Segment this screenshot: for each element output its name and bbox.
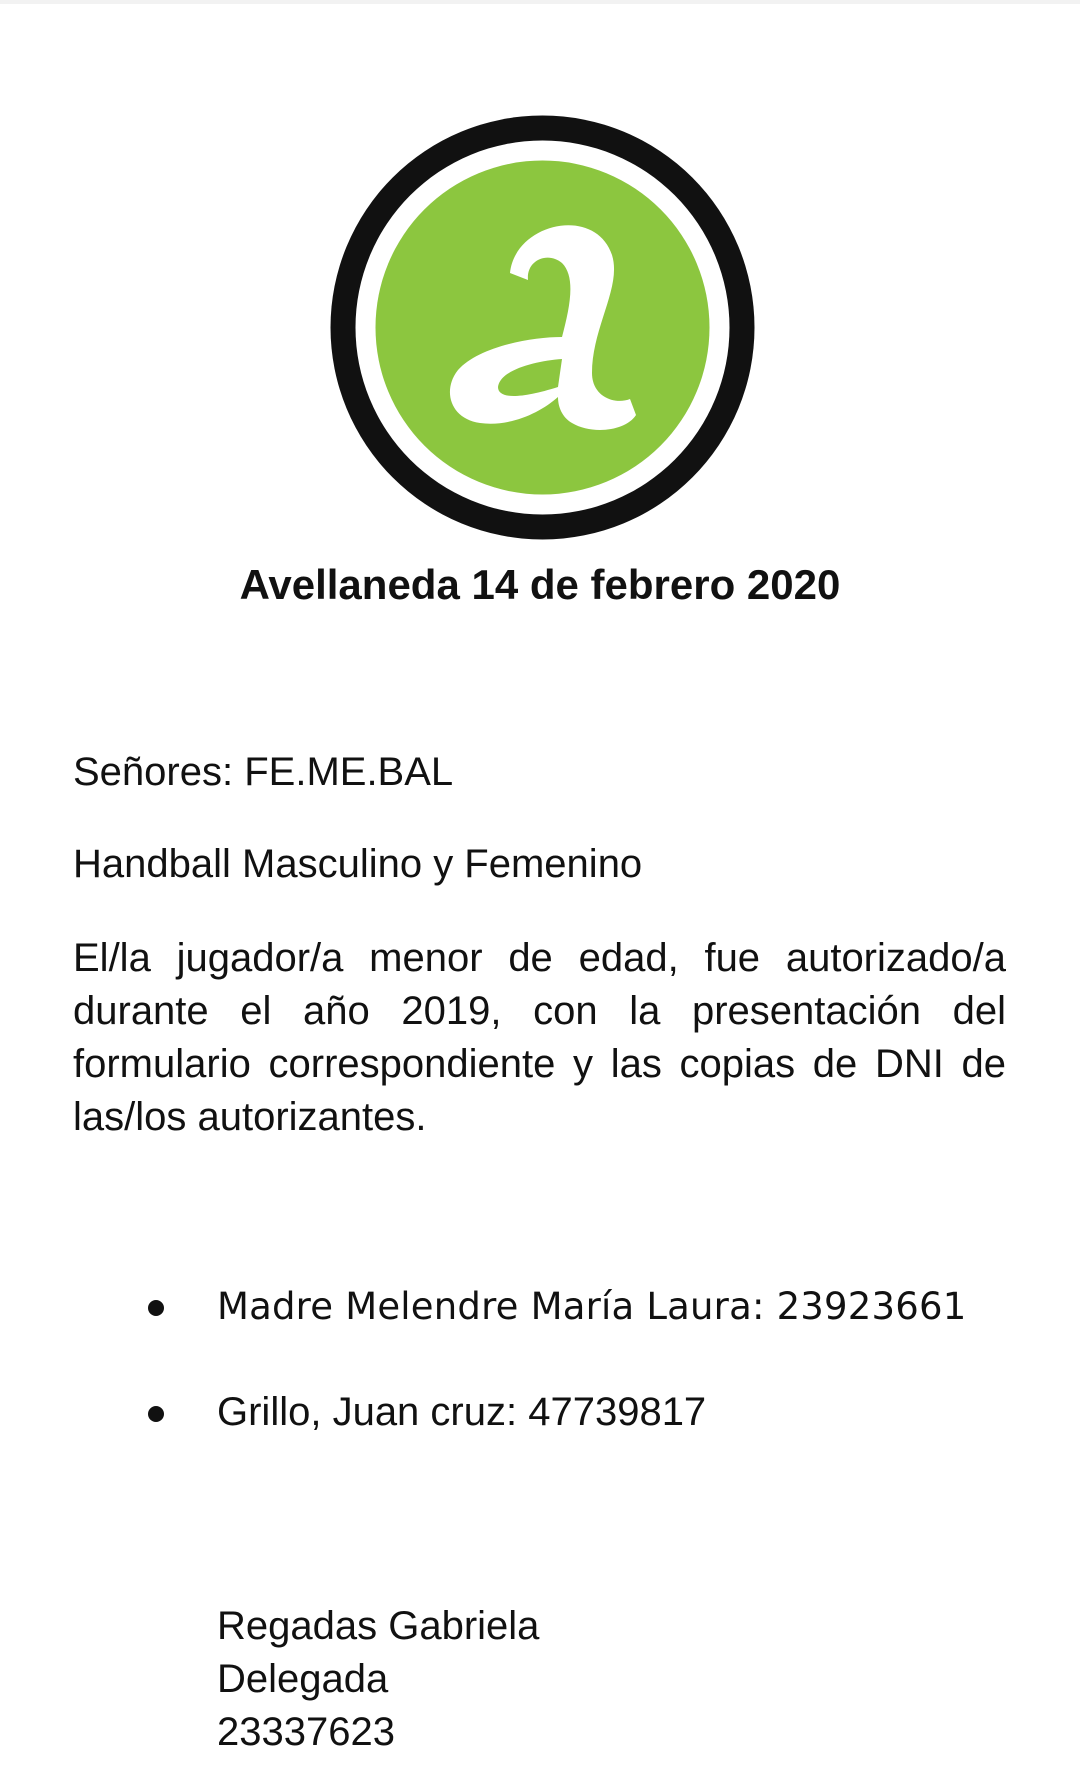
letter-subject: Handball Masculino y Femenino [73, 842, 643, 886]
top-edge-divider [0, 0, 1080, 4]
club-logo-icon [330, 115, 755, 540]
signature-id: 23337623 [217, 1710, 395, 1754]
bullet-icon [148, 1406, 164, 1422]
signature-block [217, 1600, 539, 1759]
letter-body: El/la jugador/a menor de edad, fue autorizado/a durante el año 2019, con la presentación del formulario correspondiente y las copias de DNI de las/los autorizantes. [73, 936, 1006, 1139]
letter-date: Avellaneda 14 de febrero 2020 [239, 561, 841, 608]
bullet-icon [148, 1300, 164, 1316]
signature-name: Regadas Gabriela [217, 1604, 540, 1648]
authorizer-text: Grillo, Juan cruz: 47739817 [217, 1390, 707, 1434]
authorizer-text: Madre Melendre María Laura: 23923661 [217, 1285, 967, 1328]
letter-recipient: Señores: FE.ME.BAL [73, 750, 454, 794]
signature-role: Delegada [217, 1657, 389, 1701]
